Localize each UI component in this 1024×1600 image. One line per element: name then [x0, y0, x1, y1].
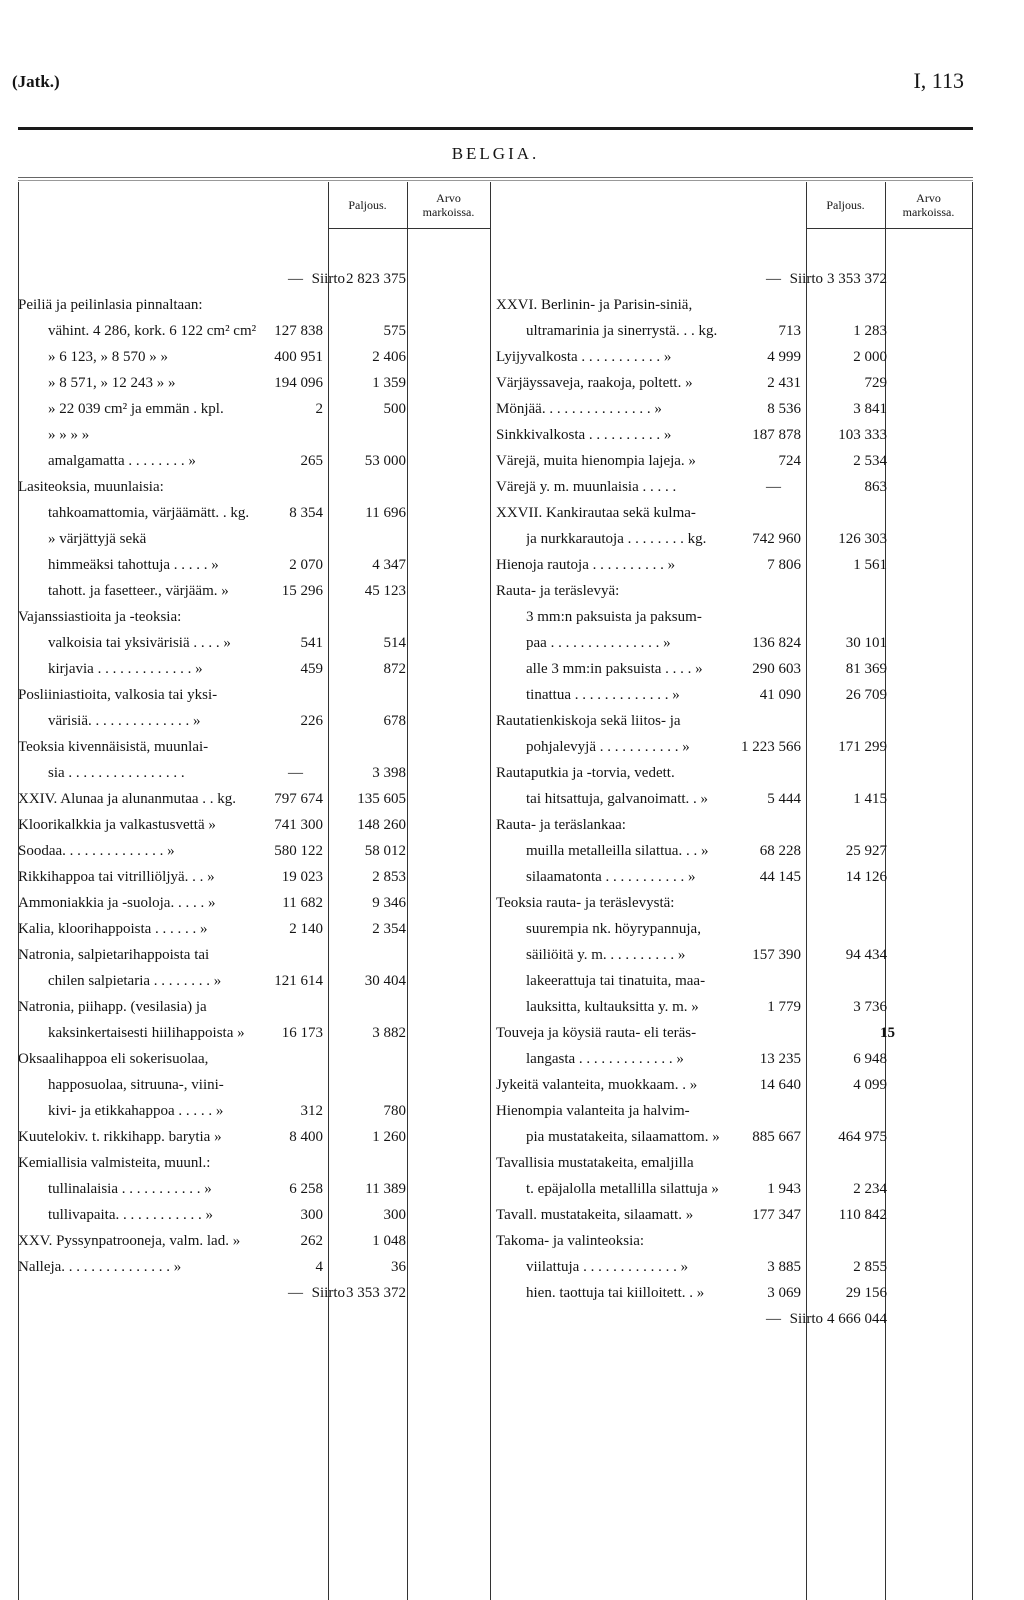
- row-quantity: 14 640: [759, 1077, 801, 1093]
- table-row: [496, 890, 973, 916]
- row-quantity: 290 603: [752, 661, 801, 677]
- siirto-end-row: [496, 1306, 973, 1332]
- table-row: [18, 1254, 495, 1280]
- row-value: 110 842: [838, 1207, 887, 1223]
- table-row: [18, 734, 495, 760]
- row-quantity: —: [766, 1311, 781, 1327]
- table-row: [18, 474, 495, 500]
- row-quantity: 7 806: [767, 557, 801, 573]
- row-value: 2 406: [372, 349, 406, 365]
- table-row: [18, 1098, 495, 1124]
- table-row: [496, 708, 973, 734]
- row-label: värisiä. . . . . . . . . . . . . . »: [48, 713, 201, 729]
- row-value: 1 561: [853, 557, 887, 573]
- table-row: [496, 942, 973, 968]
- table-row: [496, 396, 973, 422]
- table-row: [496, 994, 973, 1020]
- table-row: [18, 994, 495, 1020]
- qty-header: Paljous.: [826, 198, 865, 212]
- row-label: himmeäksi tahottuja . . . . . »: [48, 557, 219, 573]
- row-quantity: 1 223 566: [741, 739, 801, 755]
- row-value: 3 398: [372, 765, 406, 781]
- table-row: [496, 1072, 973, 1098]
- row-quantity: 8 354: [289, 505, 323, 521]
- row-label: » 22 039 cm² ja emmän . kpl.: [48, 401, 224, 417]
- table-row: [18, 318, 495, 344]
- row-value: 1 283: [853, 323, 887, 339]
- row-label: Tavall. mustatakeita, silaamatt. »: [496, 1207, 694, 1223]
- title-rule-secondary: [18, 180, 973, 181]
- row-value: 464 975: [838, 1129, 887, 1145]
- table-row: [496, 318, 973, 344]
- row-label: tullinalaisia . . . . . . . . . . . »: [48, 1181, 212, 1197]
- row-label: Lyijyvalkosta . . . . . . . . . . . »: [496, 349, 672, 365]
- table-row: [18, 396, 495, 422]
- belgium-table: [18, 127, 973, 1600]
- row-label: lauksitta, kultauksitta y. m. »: [526, 999, 699, 1015]
- row-value: 780: [383, 1103, 406, 1119]
- row-label: muilla metalleilla silattua. . . »: [526, 843, 709, 859]
- row-label: tullivapaita. . . . . . . . . . . . »: [48, 1207, 213, 1223]
- table-row: [18, 786, 495, 812]
- table-row: [18, 916, 495, 942]
- row-quantity: 713: [778, 323, 801, 339]
- table-row: [18, 682, 495, 708]
- row-label: Nalleja. . . . . . . . . . . . . . . »: [18, 1259, 182, 1275]
- row-quantity: 885 667: [752, 1129, 801, 1145]
- row-label: » » » »: [48, 427, 90, 443]
- left-rows: [18, 266, 495, 1306]
- page-header: [12, 66, 964, 106]
- row-label: Siirto: [311, 271, 345, 287]
- row-label: XXVI. Berlinin- ja Parisin-siniä,: [496, 297, 693, 313]
- table-row: [18, 812, 495, 838]
- table-row: [496, 526, 973, 552]
- table-row: [496, 578, 973, 604]
- row-value: 3 353 372: [346, 1285, 406, 1301]
- row-label: Hienompia valanteita ja halvim-: [496, 1103, 690, 1119]
- right-rows: [496, 266, 973, 1332]
- row-value: 1 415: [853, 791, 887, 807]
- row-label: sia . . . . . . . . . . . . . . . .: [48, 765, 185, 781]
- row-value: 6 948: [853, 1051, 887, 1067]
- row-label: Jykeitä valanteita, muokkaam. . »: [496, 1077, 698, 1093]
- row-label: alle 3 mm:in paksuista . . . . »: [526, 661, 703, 677]
- row-value: 1 359: [372, 375, 406, 391]
- row-quantity: 13 235: [759, 1051, 801, 1067]
- row-quantity: —: [766, 479, 781, 495]
- row-label: XXVII. Kankirautaa sekä kulma-: [496, 505, 696, 521]
- row-quantity: 3 069: [767, 1285, 801, 1301]
- row-value: 872: [383, 661, 406, 677]
- table-row: [18, 708, 495, 734]
- table-row: [496, 630, 973, 656]
- row-quantity: 724: [778, 453, 801, 469]
- row-quantity: 1 779: [767, 999, 801, 1015]
- table-row: [18, 864, 495, 890]
- row-label: Takoma- ja valinteoksia:: [496, 1233, 645, 1249]
- row-value: 58 012: [364, 843, 406, 859]
- row-label: Siirto: [311, 1285, 345, 1301]
- row-quantity: 2 431: [767, 375, 801, 391]
- row-value: 29 156: [845, 1285, 887, 1301]
- table-row: [18, 630, 495, 656]
- row-quantity: 226: [300, 713, 323, 729]
- table-row: [496, 474, 973, 500]
- row-value: 514: [383, 635, 406, 651]
- row-value: 103 333: [838, 427, 887, 443]
- row-label: pohjalevyjä . . . . . . . . . . . »: [526, 739, 690, 755]
- table-row: [18, 1176, 495, 1202]
- table-row: [18, 1150, 495, 1176]
- row-quantity: 19 023: [281, 869, 323, 885]
- table-row: [496, 552, 973, 578]
- row-value: 30 404: [364, 973, 406, 989]
- row-label: Rauta- ja teräslevyä:: [496, 583, 620, 599]
- row-quantity: 741 300: [274, 817, 323, 833]
- table-row: [496, 656, 973, 682]
- table-row: [18, 1072, 495, 1098]
- row-value: 3 353 372: [827, 271, 887, 287]
- row-label: Touveja ja köysiä rauta- eli teräs-: [496, 1025, 697, 1041]
- table-row: [496, 734, 973, 760]
- table-row: [18, 968, 495, 994]
- row-quantity: 157 390: [752, 947, 801, 963]
- row-label: Vajanssiastioita ja -teoksia:: [18, 609, 182, 625]
- row-value: 171 299: [838, 739, 887, 755]
- row-value: 3 841: [853, 401, 887, 417]
- row-quantity: 11 682: [282, 895, 323, 911]
- row-label: Rautaputkia ja -torvia, vedett.: [496, 765, 675, 781]
- row-value: 126 303: [838, 531, 887, 547]
- row-label: ultramarinia ja sinerrystä. . . kg.: [526, 323, 718, 339]
- row-label: tahkoamattomia, värjäämätt. . kg.: [48, 505, 250, 521]
- row-quantity: 312: [300, 1103, 323, 1119]
- row-label: Rauta- ja teräslankaa:: [496, 817, 626, 833]
- row-quantity: 194 096: [274, 375, 323, 391]
- row-quantity: —: [288, 765, 303, 781]
- row-label: ja nurkkarautoja . . . . . . . . kg.: [526, 531, 707, 547]
- row-value: 148 260: [357, 817, 406, 833]
- table-row: [18, 604, 495, 630]
- table-row: [18, 448, 495, 474]
- row-quantity: 2 070: [289, 557, 323, 573]
- row-label: Natronia, salpietarihappoista tai: [18, 947, 210, 963]
- row-value: 2 354: [372, 921, 406, 937]
- row-value: 575: [383, 323, 406, 339]
- row-value: 1 048: [372, 1233, 406, 1249]
- row-label: Siirto: [789, 1311, 823, 1327]
- row-quantity: 6 258: [289, 1181, 323, 1197]
- siirto-row: [496, 266, 973, 292]
- row-quantity: 15 296: [281, 583, 323, 599]
- row-value: 30 101: [845, 635, 887, 651]
- row-value: 2 234: [853, 1181, 887, 1197]
- row-value: 26 709: [845, 687, 887, 703]
- row-label: Peiliä ja peilinlasia pinnaltaan:: [18, 297, 203, 313]
- row-label: t. epäjalolla metallilla silattuja »: [526, 1181, 719, 1197]
- row-label: Posliiniastioita, valkosia tai yksi-: [18, 687, 218, 703]
- table-row: [18, 942, 495, 968]
- table-row: [18, 578, 495, 604]
- table-row: [496, 1046, 973, 1072]
- row-quantity: 16 173: [281, 1025, 323, 1041]
- val-header: Arvo markoissa.: [422, 191, 475, 219]
- table-row: [18, 1202, 495, 1228]
- row-label: Kalia, kloorihappoista . . . . . . »: [18, 921, 208, 937]
- table-row: [18, 1020, 495, 1046]
- row-value: 2 855: [853, 1259, 887, 1275]
- row-label: Ammoniakkia ja -suoloja. . . . . »: [18, 895, 216, 911]
- row-quantity: 41 090: [759, 687, 801, 703]
- row-label: Soodaa. . . . . . . . . . . . . . »: [18, 843, 175, 859]
- table-row: [18, 890, 495, 916]
- row-label: tinattua . . . . . . . . . . . . . »: [526, 687, 680, 703]
- row-label: pia mustatakeita, silaamattom. »: [526, 1129, 720, 1145]
- row-value: 863: [864, 479, 887, 495]
- table-row: [18, 422, 495, 448]
- table-row: [18, 370, 495, 396]
- row-quantity: 2 140: [289, 921, 323, 937]
- row-value: 25 927: [845, 843, 887, 859]
- table-row: [18, 656, 495, 682]
- row-value: 4 099: [853, 1077, 887, 1093]
- row-label: vähint. 4 286, kork. 6 122 cm² cm²: [48, 323, 257, 339]
- row-quantity: 1 943: [767, 1181, 801, 1197]
- row-value: 135 605: [357, 791, 406, 807]
- row-value: 2 823 375: [346, 271, 406, 287]
- row-quantity: 262: [300, 1233, 323, 1249]
- row-label: Sinkkivalkosta . . . . . . . . . . »: [496, 427, 672, 443]
- table-row: [18, 344, 495, 370]
- row-value: 94 434: [845, 947, 887, 963]
- table-row: [496, 292, 973, 318]
- row-value: 11 696: [365, 505, 406, 521]
- table-row: [496, 760, 973, 786]
- row-label: Värjäyssaveja, raakoja, poltett. »: [496, 375, 693, 391]
- table-row: [496, 916, 973, 942]
- row-label: viilattuja . . . . . . . . . . . . . »: [526, 1259, 689, 1275]
- siirto-end-row: [18, 1280, 495, 1306]
- row-label: Siirto: [789, 271, 823, 287]
- row-value: 678: [383, 713, 406, 729]
- row-label: valkoisia tai yksivärisiä . . . . »: [48, 635, 231, 651]
- row-quantity: 265: [300, 453, 323, 469]
- row-label: suurempia nk. höyrypannuja,: [526, 921, 701, 937]
- row-label: Värejä, muita hienompia lajeja. »: [496, 453, 696, 469]
- table-row: [496, 604, 973, 630]
- continuation-label: (Jatk.): [12, 72, 60, 91]
- table-row: [18, 1228, 495, 1254]
- row-value: 729: [864, 375, 887, 391]
- row-label: Kemiallisia valmisteita, muunl.:: [18, 1155, 211, 1171]
- row-label: » 8 571, » 12 243 » »: [48, 375, 176, 391]
- row-label: silaamatonta . . . . . . . . . . . »: [526, 869, 696, 885]
- row-value: 81 369: [845, 661, 887, 677]
- row-quantity: 68 228: [759, 843, 801, 859]
- table-row: [496, 500, 973, 526]
- title-rule: [18, 177, 973, 178]
- right-column: [496, 182, 973, 1600]
- table-row: [18, 552, 495, 578]
- row-quantity: 127 838: [274, 323, 323, 339]
- row-value: 4 666 044: [827, 1311, 887, 1327]
- row-label: 3 mm:n paksuista ja paksum-: [526, 609, 702, 625]
- row-label: Lasiteoksia, muunlaisia:: [18, 479, 164, 495]
- row-quantity: 2: [315, 401, 323, 417]
- row-quantity: 187 878: [752, 427, 801, 443]
- row-value: 53 000: [364, 453, 406, 469]
- row-value: 36: [391, 1259, 406, 1275]
- row-quantity: 459: [300, 661, 323, 677]
- row-value: 11 389: [365, 1181, 406, 1197]
- row-label: Teoksia kivennäisistä, muunlai-: [18, 739, 209, 755]
- row-value: 9 346: [372, 895, 406, 911]
- row-value: 300: [383, 1207, 406, 1223]
- row-quantity: 177 347: [752, 1207, 801, 1223]
- row-label: Rikkihappoa tai vitrilliöljyä. . . »: [18, 869, 215, 885]
- row-quantity: 797 674: [274, 791, 323, 807]
- row-quantity: 4: [315, 1259, 323, 1275]
- row-label: Teoksia rauta- ja teräslevystä:: [496, 895, 675, 911]
- left-column: [18, 182, 495, 1600]
- table-row: [496, 786, 973, 812]
- table-row: [18, 526, 495, 552]
- row-label: hien. taottuja tai kiilloitett. . »: [526, 1285, 705, 1301]
- row-label: kivi- ja etikkahappoa . . . . . »: [48, 1103, 224, 1119]
- siirto-row: [18, 266, 495, 292]
- row-label: langasta . . . . . . . . . . . . . »: [526, 1051, 684, 1067]
- row-label: kirjavia . . . . . . . . . . . . . »: [48, 661, 203, 677]
- row-quantity: 121 614: [274, 973, 323, 989]
- table-row: [496, 1228, 973, 1254]
- row-value: 3 736: [853, 999, 887, 1015]
- table-row: [496, 1150, 973, 1176]
- row-label: Natronia, piihapp. (vesilasia) ja: [18, 999, 207, 1015]
- row-value: 1 260: [372, 1129, 406, 1145]
- row-quantity: 742 960: [752, 531, 801, 547]
- table-row: [496, 1020, 973, 1046]
- row-quantity: —: [288, 1285, 303, 1301]
- row-label: tai hitsattuja, galvanoimatt. . »: [526, 791, 709, 807]
- row-label: Oksaalihappoa eli sokerisuolaa,: [18, 1051, 209, 1067]
- header-separator: [328, 228, 490, 229]
- table-row: [496, 1280, 973, 1306]
- row-quantity: 136 824: [752, 635, 801, 651]
- row-quantity: 8 536: [767, 401, 801, 417]
- row-quantity: 541: [300, 635, 323, 651]
- row-quantity: 5 444: [767, 791, 801, 807]
- row-label: Kuutelokiv. t. rikkihapp. barytia »: [18, 1129, 222, 1145]
- table-row: [496, 1254, 973, 1280]
- table-row: [18, 1046, 495, 1072]
- table-row: [18, 500, 495, 526]
- table-row: [18, 760, 495, 786]
- row-value: 500: [383, 401, 406, 417]
- row-label: » värjättyjä sekä: [48, 531, 147, 547]
- qty-header: Paljous.: [348, 198, 387, 212]
- row-label: chilen salpietaria . . . . . . . . »: [48, 973, 222, 989]
- row-quantity: —: [766, 271, 781, 287]
- row-quantity: 8 400: [289, 1129, 323, 1145]
- row-quantity: 300: [300, 1207, 323, 1223]
- row-label: Mönjää. . . . . . . . . . . . . . . »: [496, 401, 662, 417]
- row-label: amalgamatta . . . . . . . . »: [48, 453, 196, 469]
- row-label: säiliöitä y. m. . . . . . . . . . »: [526, 947, 686, 963]
- val-header: Arvo markoissa.: [902, 191, 955, 219]
- table-row: [18, 292, 495, 318]
- table-row: [496, 1202, 973, 1228]
- page-number: 15: [880, 1025, 895, 1041]
- row-quantity: 400 951: [274, 349, 323, 365]
- table-row: [18, 838, 495, 864]
- table-row: [496, 1176, 973, 1202]
- table-row: [496, 422, 973, 448]
- table-row: [496, 1098, 973, 1124]
- row-label: lakeerattuja tai tinatuita, maa-: [526, 973, 706, 989]
- row-label: happosuolaa, sitruuna-, viini-: [48, 1077, 224, 1093]
- row-label: Hienoja rautoja . . . . . . . . . . »: [496, 557, 676, 573]
- country-title: BELGIA.: [451, 144, 540, 163]
- row-value: 2 853: [372, 869, 406, 885]
- row-label: kaksinkertaisesti hiilihappoista »: [48, 1025, 245, 1041]
- header-separator: [806, 228, 972, 229]
- row-value: 4 347: [372, 557, 406, 573]
- row-label: Kloorikalkkia ja valkastusvettä »: [18, 817, 216, 833]
- row-label: Rautatienkiskoja sekä liitos- ja: [496, 713, 681, 729]
- row-label: tahott. ja fasetteer., värjääm. »: [48, 583, 229, 599]
- row-label: Tavallisia mustatakeita, emaljilla: [496, 1155, 694, 1171]
- row-quantity: —: [288, 271, 303, 287]
- row-value: 14 126: [845, 869, 887, 885]
- table-row: [496, 448, 973, 474]
- row-quantity: 3 885: [767, 1259, 801, 1275]
- row-label: » 6 123, » 8 570 » »: [48, 349, 168, 365]
- row-value: 2 534: [853, 453, 887, 469]
- row-quantity: 44 145: [759, 869, 801, 885]
- row-label: paa . . . . . . . . . . . . . . . »: [526, 635, 671, 651]
- row-value: 3 882: [372, 1025, 406, 1041]
- row-quantity: 4 999: [767, 349, 801, 365]
- row-label: Värejä y. m. muunlaisia . . . . .: [496, 479, 677, 495]
- table-row: [496, 838, 973, 864]
- table-row: [496, 1124, 973, 1150]
- row-value: 2 000: [853, 349, 887, 365]
- table-row: [496, 812, 973, 838]
- table-row: [496, 344, 973, 370]
- table-row: [496, 864, 973, 890]
- row-label: XXV. Pyssynpatrooneja, valm. lad. »: [18, 1233, 241, 1249]
- row-value: 45 123: [364, 583, 406, 599]
- table-row: [496, 968, 973, 994]
- row-quantity: 580 122: [274, 843, 323, 859]
- table-row: [496, 682, 973, 708]
- table-row: [18, 1124, 495, 1150]
- row-label: XXIV. Alunaa ja alunanmutaa . . kg.: [18, 791, 237, 807]
- page-reference: I, 113: [913, 68, 964, 93]
- table-row: [496, 370, 973, 396]
